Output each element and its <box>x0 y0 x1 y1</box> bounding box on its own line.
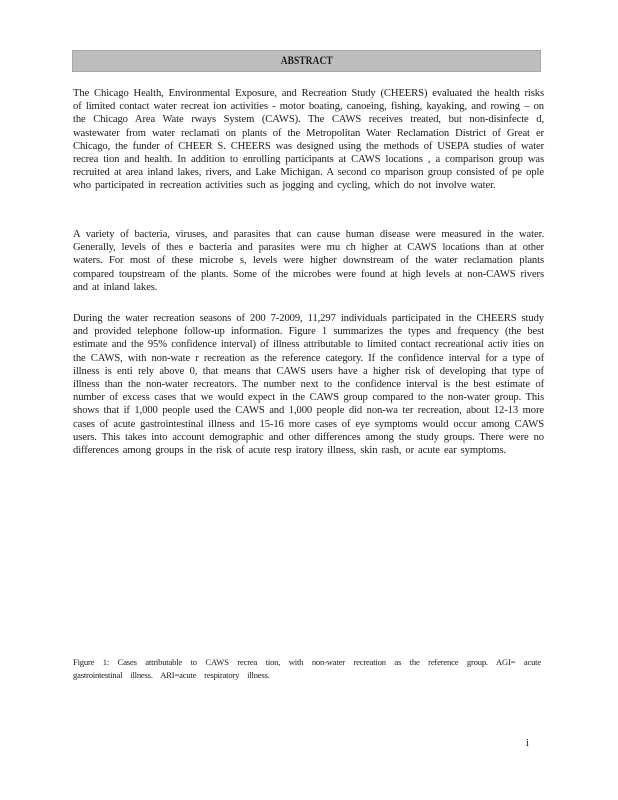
abstract-paragraph-3: During the water recreation seasons of 200 7-2009, 11,297 individuals participated in the CHEERS study and provided telephone follow-up information. Figure 1 summarizes the types and frequency (the best estimate and the 95% confidence interval) of illness attributable to limited contact recreational activ ities on the CAWS, with non-wate r recreation as the reference category. If the confidence interval for a type of illness is enti rely above 0, that means that CAWS users have a higher risk of developing that type of illness than the non-water recreators. The number next to the confidence interval is the best estimate of number of excess cases that we would expect in the CAWS group compared to the non-water group. This shows that if 1,000 people used the CAWS and 1,000 people did non-wa ter recreation, about 12-13 more cases of acute gastrointestinal illness and 15-16 more cases of eye symptoms would occur among CAWS users. This takes into account demographic and other differences among the study groups. There were no differences among groups in the risk of acute resp iratory illness, skin rash, or acute ear symptoms. <box>73 313 544 457</box>
page-number: i <box>526 738 529 749</box>
figure-caption: Figure 1: Cases attributable to CAWS recrea tion, with non-water recreation as the reference group. AGI= acute gastrointestinal illness. ARI=acute respiratory illness. <box>73 657 541 680</box>
abstract-paragraph-1: The Chicago Health, Environmental Exposure, and Recreation Study (CHEERS) evaluated the health risks of limited contact water recreat ion activities - motor boating, canoeing, fishing, kayaking, and rowing – on the Chicago Area Wate rways System (CAWS). The CAWS receives treated, but non-disinfecte d, wastewater from water reclamati on plants of the Metropolitan Water Reclamation District of Great er Chicago, the funder of CHEER S. CHEERS was designed using the methods of USEPA studies of water recrea tion and health. In addition to enrolling participants at CAWS locations , a comparison group was recruited at area inland lakes, rivers, and Lake Michigan. A second co mparison group consisted of pe ople who participated in recreation activities such as jogging and cycling, which do not involve water. <box>73 88 544 192</box>
abstract-heading: ABSTRACT <box>280 55 333 67</box>
abstract-paragraph-2: A variety of bacteria, viruses, and parasites that can cause human disease were measured in the water. Generally, levels of thes e bacteria and parasites were mu ch higher at CAWS locations than at other waters. For most of these microbe s, levels were higher downstream of the water reclamation plants compared toupstream of the plants. Some of the microbes were found at high levels at non-CAWS rivers and at inland lakes. <box>73 229 544 293</box>
abstract-heading-bar <box>72 50 541 72</box>
